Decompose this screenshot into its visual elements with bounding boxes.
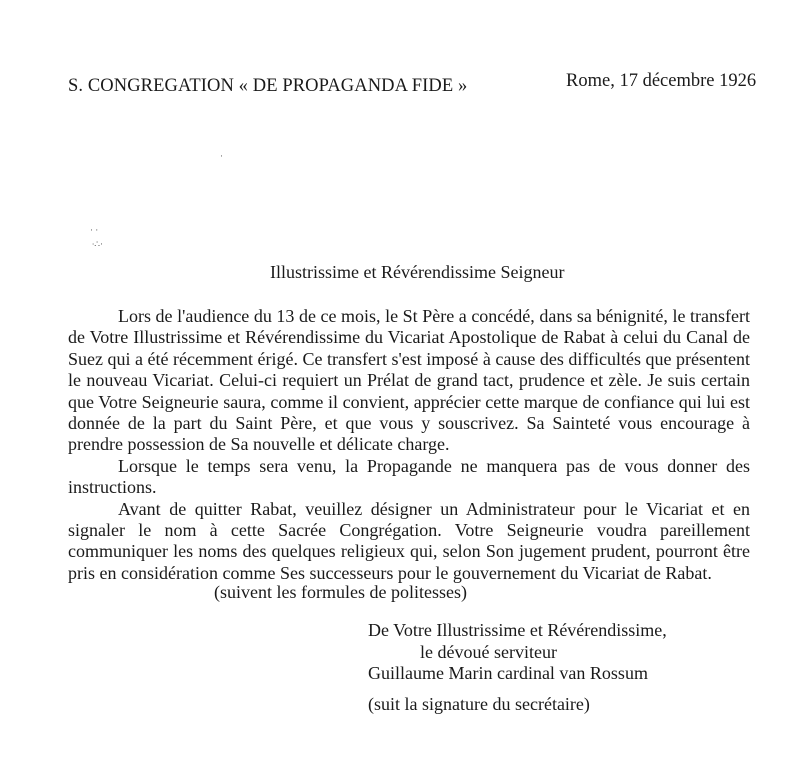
letter-body	[68, 306, 750, 584]
paragraph-3: Avant de quitter Rabat, veuillez désigner un Administrateur pour le Vicariat et en signaler le nom à cette Sacrée Congrégation. Votre Seigneurie voudra pareillement communiquer les noms des quelques religieux qui, selon Son jugement prudent, pourront être pris en considération comme Ses successeurs pour le gouvernement du Vicariat de Rabat.	[68, 498, 750, 583]
signature-line-2: le dévoué serviteur	[420, 641, 557, 662]
sender-heading: S. CONGREGATION « DE PROPAGANDA FIDE »	[68, 76, 468, 96]
paragraph-2: Lorsque le temps sera venu, la Propagande ne manquera pas de vous donner des instructions.	[68, 455, 750, 498]
place-date: Rome, 17 décembre 1926	[566, 71, 757, 91]
scan-speck: ·	[220, 151, 223, 161]
salutation: Illustrissime et Révérendissime Seigneur	[270, 262, 565, 282]
paragraph-1: Lors de l'audience du 13 de ce mois, le St Père a concédé, dans sa bénignité, le transfert de Votre Illustrissime et Révérendissime du Vicariat Apostolique de Rabat à celui du Canal de Suez qui a été récemment érigé. Ce transfert s'est imposé à cause des difficultés que présentent le nouveau Vicariat. Celui-ci requiert un Prélat de grand tact, prudence et zèle. Je suis certain que Votre Seigneurie saura, comme il convient, apprécier cette marque de confiance qui lui est donnée de la part du Saint Père, et que vous y souscrivez. Sa Sainteté vous encourage à prendre possession de Sa nouvelle et délicate charge.	[68, 306, 750, 455]
signature-line-1: De Votre Illustrissime et Révérendissime,	[368, 620, 667, 640]
signature-block	[368, 620, 667, 685]
scan-speck: ∙∴·	[92, 239, 103, 249]
signature-name: Guillaume Marin cardinal van Rossum	[368, 663, 648, 683]
scan-speck: · ·	[90, 225, 99, 235]
secretary-note: (suit la signature du secrétaire)	[368, 694, 590, 714]
closing-formula: (suivent les formules de politesses)	[214, 582, 467, 602]
